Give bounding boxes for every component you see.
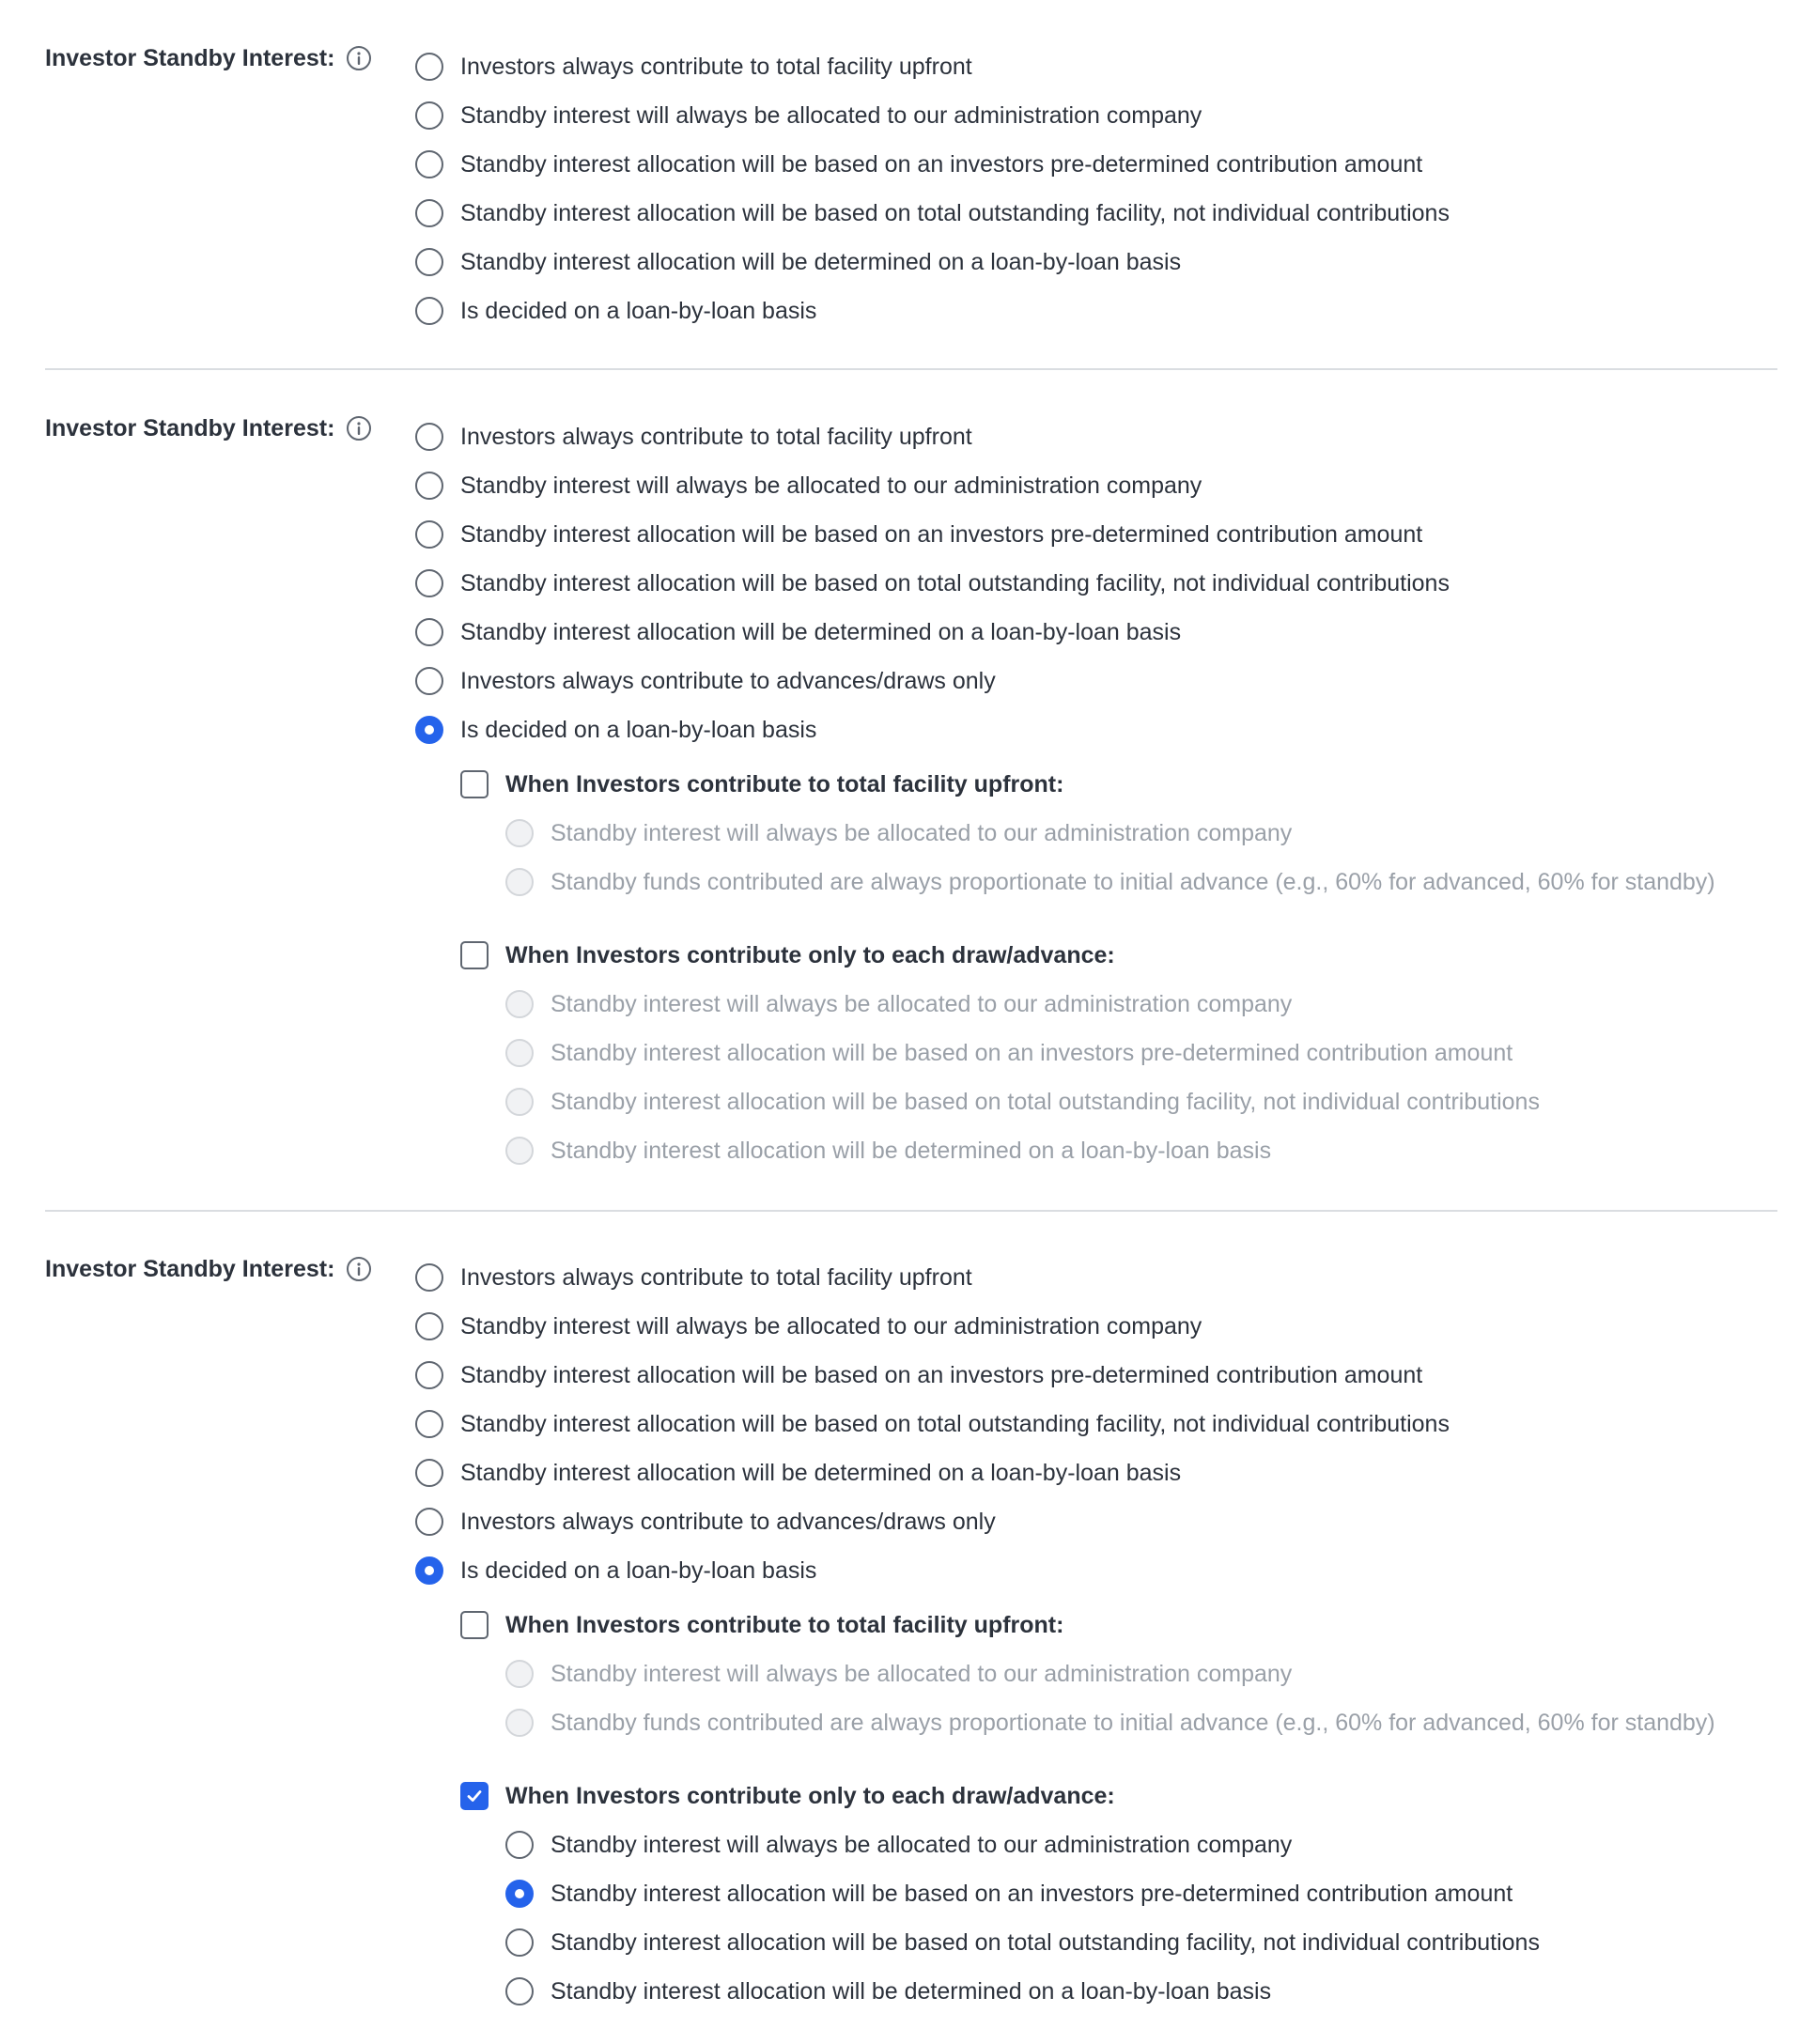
radio-button-checked[interactable] xyxy=(415,716,443,744)
radio-option[interactable] xyxy=(415,91,1450,140)
radio-option[interactable] xyxy=(505,1820,1715,1869)
group-checkbox-upfront[interactable] xyxy=(460,1601,1715,1649)
radio-option-disabled xyxy=(505,1126,1715,1175)
option-label: Standby interest allocation will be determined on a loan-by-loan basis xyxy=(460,618,1182,645)
radio-option-disabled xyxy=(505,1077,1715,1126)
option-label: Investors always contribute to total facility upfront xyxy=(460,53,972,80)
radio-button[interactable] xyxy=(415,1508,443,1536)
radio-button-disabled xyxy=(505,1137,534,1165)
option-label: Standby interest allocation will be determined on a loan-by-loan basis xyxy=(551,1977,1272,2005)
group-options-draw xyxy=(505,980,1715,1175)
checkbox[interactable] xyxy=(460,941,489,969)
option-label: Standby interest will always be allocated to our administration company xyxy=(460,101,1202,129)
radio-button-disabled xyxy=(505,1660,534,1688)
radio-option-disabled xyxy=(505,980,1715,1029)
radio-button[interactable] xyxy=(415,199,443,227)
radio-button-disabled xyxy=(505,1088,534,1116)
option-label: Investors always contribute to advances/draws only xyxy=(460,667,996,694)
radio-option[interactable] xyxy=(415,412,1715,461)
radio-option[interactable] xyxy=(415,140,1450,189)
radio-option[interactable] xyxy=(415,189,1450,238)
group-checkbox-upfront[interactable] xyxy=(460,760,1715,809)
radio-option-disabled xyxy=(505,1029,1715,1077)
radio-option[interactable] xyxy=(415,1253,1715,1302)
radio-option[interactable] xyxy=(415,510,1715,559)
option-label: Standby interest will always be allocated to our administration company xyxy=(551,1660,1293,1687)
group-checkbox-draw[interactable] xyxy=(460,1772,1715,1820)
radio-button[interactable] xyxy=(415,472,443,500)
radio-button[interactable] xyxy=(415,297,443,325)
option-list xyxy=(415,1253,1715,2016)
option-label: Standby interest will always be allocated to our administration company xyxy=(551,819,1293,846)
option-label: Standby interest will always be allocated to our administration company xyxy=(460,1312,1202,1339)
group-checkbox-draw[interactable] xyxy=(460,931,1715,980)
radio-option[interactable] xyxy=(415,1400,1715,1448)
section-label xyxy=(45,42,372,74)
group-options-upfront xyxy=(505,809,1715,906)
section-label-text: Investor Standby Interest: xyxy=(45,45,335,71)
option-label: Standby interest will always be allocated to our administration company xyxy=(551,1831,1293,1858)
radio-button-disabled xyxy=(505,1709,534,1737)
option-label: Standby interest will always be allocated to our administration company xyxy=(551,990,1293,1017)
option-label: Standby interest allocation will be determined on a loan-by-loan basis xyxy=(551,1137,1272,1164)
radio-button[interactable] xyxy=(415,53,443,81)
option-label: Standby interest allocation will be based on an investors pre-determined contribution amount xyxy=(460,150,1423,178)
radio-button[interactable] xyxy=(415,1459,443,1487)
option-label: Standby interest allocation will be based on total outstanding facility, not individual contributions xyxy=(551,1088,1540,1115)
option-label: Standby interest will always be allocated to our administration company xyxy=(460,472,1202,499)
radio-option[interactable] xyxy=(415,657,1715,705)
radio-button[interactable] xyxy=(415,520,443,549)
radio-option[interactable] xyxy=(415,286,1450,335)
radio-button[interactable] xyxy=(415,618,443,646)
option-label: Standby interest allocation will be based on total outstanding facility, not individual contributions xyxy=(460,1410,1450,1437)
radio-option[interactable] xyxy=(415,238,1450,286)
option-label: Standby interest allocation will be based on an investors pre-determined contribution amount xyxy=(551,1039,1513,1066)
checkmark-icon xyxy=(465,1787,484,1805)
section-label-text: Investor Standby Interest: xyxy=(45,1256,335,1282)
radio-button-disabled xyxy=(505,868,534,896)
section-label-text: Investor Standby Interest: xyxy=(45,415,335,441)
group-title: When Investors contribute to total facility upfront: xyxy=(505,1611,1064,1638)
radio-option-disabled xyxy=(505,858,1715,906)
radio-option[interactable] xyxy=(415,1497,1715,1546)
radio-button[interactable] xyxy=(505,1977,534,2005)
radio-button[interactable] xyxy=(415,667,443,695)
radio-button[interactable] xyxy=(415,1361,443,1389)
option-label: Investors always contribute to total facility upfront xyxy=(460,1263,972,1291)
option-label: Standby interest allocation will be determined on a loan-by-loan basis xyxy=(460,1459,1182,1486)
radio-button[interactable] xyxy=(415,248,443,276)
info-icon[interactable] xyxy=(346,1256,372,1282)
option-label: Standby interest allocation will be based on total outstanding facility, not individual contributions xyxy=(460,199,1450,226)
radio-option[interactable] xyxy=(415,559,1715,608)
radio-button[interactable] xyxy=(415,1410,443,1438)
option-label: Standby interest allocation will be determined on a loan-by-loan basis xyxy=(460,248,1182,275)
radio-option[interactable] xyxy=(415,1302,1715,1351)
option-label: Is decided on a loan-by-loan basis xyxy=(460,716,817,743)
radio-button-disabled xyxy=(505,990,534,1018)
radio-option[interactable] xyxy=(415,461,1715,510)
option-list xyxy=(415,42,1450,335)
radio-option[interactable] xyxy=(415,1351,1715,1400)
info-icon[interactable] xyxy=(346,45,372,71)
radio-option[interactable] xyxy=(415,1448,1715,1497)
option-label: Standby interest allocation will be based on total outstanding facility, not individual contributions xyxy=(551,1928,1540,1956)
group-title: When Investors contribute to total facility upfront: xyxy=(505,770,1064,797)
radio-option-disabled xyxy=(505,1698,1715,1747)
option-list xyxy=(415,412,1715,1175)
radio-button[interactable] xyxy=(415,1312,443,1340)
option-label: Is decided on a loan-by-loan basis xyxy=(460,297,817,324)
option-label: Investors always contribute to total facility upfront xyxy=(460,423,972,450)
radio-button[interactable] xyxy=(415,1263,443,1292)
radio-button[interactable] xyxy=(415,101,443,130)
sub-options xyxy=(460,1601,1715,2016)
radio-button-checked[interactable] xyxy=(505,1880,534,1908)
section-divider xyxy=(45,1210,1777,1212)
radio-option-disabled xyxy=(505,1649,1715,1698)
section-label xyxy=(45,1253,372,1285)
radio-button[interactable] xyxy=(415,150,443,178)
radio-option[interactable] xyxy=(415,608,1715,657)
checkbox[interactable] xyxy=(460,1611,489,1639)
option-label: Standby interest allocation will be based on an investors pre-determined contribution amount xyxy=(460,520,1423,548)
radio-button-checked[interactable] xyxy=(415,1556,443,1585)
option-label: Investors always contribute to advances/draws only xyxy=(460,1508,996,1535)
sub-options xyxy=(460,760,1715,1175)
option-label: Standby interest allocation will be based on an investors pre-determined contribution amount xyxy=(460,1361,1423,1388)
option-label: Standby interest allocation will be based on total outstanding facility, not individual contributions xyxy=(460,569,1450,596)
group-title: When Investors contribute only to each draw/advance: xyxy=(505,1782,1115,1809)
option-label: Standby funds contributed are always proportionate to initial advance (e.g., 60% for advanced, 60% for standby) xyxy=(551,868,1715,895)
checkbox[interactable] xyxy=(460,770,489,798)
info-icon[interactable] xyxy=(346,415,372,441)
radio-button[interactable] xyxy=(415,569,443,597)
radio-button-disabled xyxy=(505,819,534,847)
option-label: Standby interest allocation will be based on an investors pre-determined contribution amount xyxy=(551,1880,1513,1907)
radio-option-selected[interactable] xyxy=(505,1869,1715,1918)
radio-button-disabled xyxy=(505,1039,534,1067)
group-options-draw xyxy=(505,1820,1715,2016)
radio-option[interactable] xyxy=(505,1967,1715,2016)
group-options-upfront xyxy=(505,1649,1715,1747)
radio-button[interactable] xyxy=(505,1831,534,1859)
checkbox-checked[interactable] xyxy=(460,1782,489,1810)
radio-option-selected[interactable] xyxy=(415,1546,1715,1595)
group-title: When Investors contribute only to each draw/advance: xyxy=(505,941,1115,968)
radio-option-selected[interactable] xyxy=(415,705,1715,754)
section-label xyxy=(45,412,372,444)
radio-option[interactable] xyxy=(415,42,1450,91)
radio-option[interactable] xyxy=(505,1918,1715,1967)
radio-option-disabled xyxy=(505,809,1715,858)
radio-button[interactable] xyxy=(505,1928,534,1957)
option-label: Is decided on a loan-by-loan basis xyxy=(460,1556,817,1584)
radio-button[interactable] xyxy=(415,423,443,451)
section-divider xyxy=(45,368,1777,370)
option-label: Standby funds contributed are always proportionate to initial advance (e.g., 60% for advanced, 60% for standby) xyxy=(551,1709,1715,1736)
